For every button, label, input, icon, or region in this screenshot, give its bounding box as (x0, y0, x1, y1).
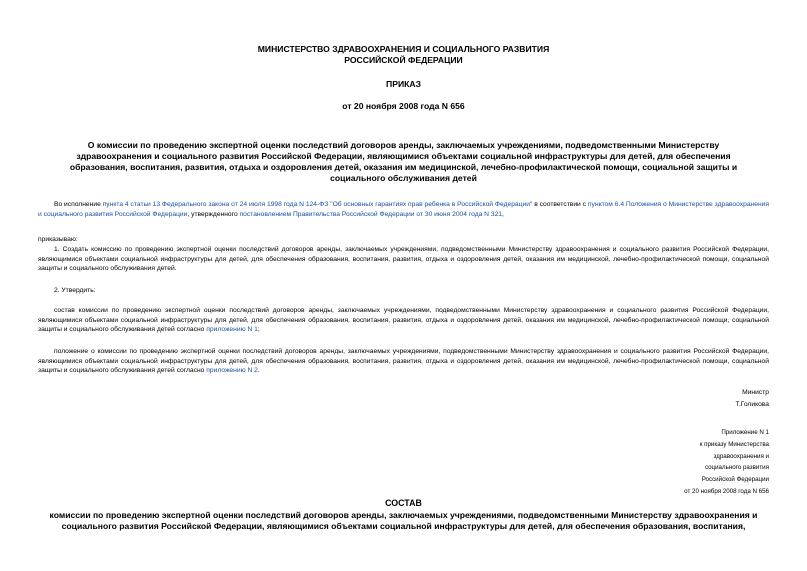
annex-line-6: от 20 ноября 2008 года N 656 (684, 487, 769, 495)
preamble-text-1: Во исполнение (54, 201, 103, 208)
preamble-text-2: в соответствии с (532, 201, 588, 208)
ministry-line-2: РОССИЙСКОЙ ФЕДЕРАЦИИ (344, 55, 463, 65)
annex-2-link[interactable]: приложению N 2 (206, 367, 258, 375)
government-decree-link[interactable]: постановлением Правительства Российской Федерации от 30 июня 2004 года N 321 (239, 210, 503, 218)
preamble-paragraph (38, 200, 769, 219)
item-1-paragraph: 1. Создать комиссию по проведению экспертной оценки последствий договоров аренды, заключаемых учреждениями, подведомственными Министерству здравоохранения и социального развития Российской Федерации, являющимися объектами социальной инфраструктуры для детей, для обеспечения образования, воспитания, развития, отдыха и оздоровления детей, оказания им медицинской, лечебно-профилактической помощи, социальной защиты и социального обслуживания детей. (38, 246, 769, 273)
annex-line-3: здравоохранения и (713, 452, 769, 460)
signature-block (735, 387, 769, 410)
composition-subtitle: комиссии по проведению экспертной оценки последствий договоров аренды, заключаемых учреждениями, подведомственными Министерству здравоохранения и социального развития Российской Федерации, являющимися объектами социальной инфраструктуры для детей, для обеспечения образования, воспитания, (49, 510, 758, 531)
composition-title: СОСТАВ (385, 498, 422, 508)
annex-line-2: к приказу Министерства (699, 440, 769, 448)
approve-regulation-text: положение о комиссии по проведению экспертной оценки последствий договоров аренды, заключаемых учреждениями, подведомственными Министерству здравоохранения и социального развития Российской Федерации, являющимися объектами социальной инфраструктуры для детей, для обеспечения образования, воспитания, развития, отдыха и оздоровления детей, оказания им медицинской, лечебно-профилактической помощи, социальной защиты и социального обслуживания детей согласно (38, 348, 769, 375)
annex-header (684, 427, 769, 498)
annex-line-4: социального развития (704, 464, 769, 472)
ministry-line-1: МИНИСТЕРСТВО ЗДРАВООХРАНЕНИЯ И СОЦИАЛЬНОГО РАЗВИТИЯ (257, 44, 550, 54)
preamble-text-3: , утвержденного (187, 210, 240, 218)
signature-title: Министр (742, 389, 769, 396)
signature-name: Т.Голикова (735, 400, 769, 408)
approve-composition-paragraph (38, 306, 769, 335)
annex-1-link[interactable]: приложению N 1 (206, 326, 258, 334)
item-2-paragraph: 2. Утвердить: (54, 287, 96, 294)
order-subject: О комиссии по проведению экспертной оценки последствий договоров аренды, заключаемых учреждениями, подведомственными Министерству здравоохранения и социального развития Российской Федерации, являющимися объектами социальной инфраструктуры для детей, для обеспечения образования, воспитания, развития, отдыха и оздоровления детей, оказания им медицинской, лечебно-профилактической помощи, социальной защиты и социального обслуживания детей (69, 140, 738, 183)
preamble-text-4: , (502, 210, 504, 218)
order-word: приказываю: (38, 236, 78, 243)
regulation-link[interactable]: пунктом 6.4 Положения о Министерстве здравоохранения и социального развития Российской Федерации (38, 201, 769, 218)
ministry-heading (0, 44, 807, 66)
annex-line-5: Российской Федерации (701, 476, 769, 484)
approve-regulation-tail: . (257, 367, 260, 375)
approve-regulation-paragraph (38, 347, 769, 376)
order-heading: ПРИКАЗ (386, 79, 421, 89)
annex-line-1: Приложение N 1 (721, 429, 769, 436)
approve-composition-text: состав комиссии по проведению экспертной оценки последствий договоров аренды, заключаемых учреждениями, подведомственными Министерству здравоохранения и социального развития Российской Федерации, являющимися объектами социальной инфраструктуры для детей, для обеспечения образования, воспитания, развития, отдыха и оздоровления детей, оказания им медицинской, лечебно-профилактической помощи, социальной защиты и социального обслуживания детей согласно (38, 307, 769, 334)
approve-composition-tail: ; (257, 326, 260, 334)
order-date: от 20 ноября 2008 года N 656 (342, 101, 465, 111)
law-link[interactable]: пункта 4 статьи 13 Федерального закона от 24 июля 1998 года N 124-ФЗ "Об основных гарантиях прав ребенка в Российской Федерации" (102, 201, 533, 208)
